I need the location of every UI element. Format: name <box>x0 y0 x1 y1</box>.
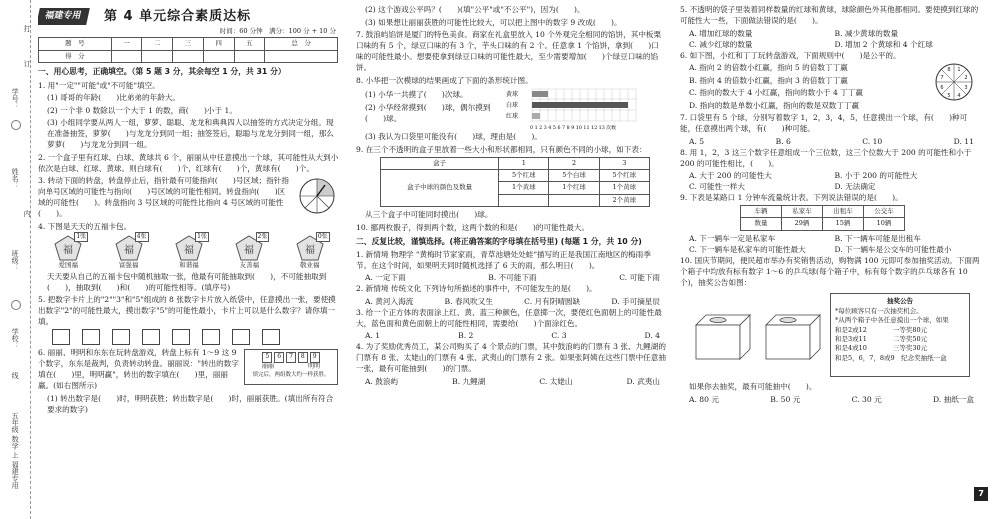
svg-text:2: 2 <box>964 74 968 81</box>
card-name: 和谐福 <box>179 260 199 269</box>
answer-box[interactable] <box>232 329 250 345</box>
binding-hole <box>11 300 21 310</box>
svg-text:福: 福 <box>63 244 74 256</box>
option[interactable]: A. 大于 200 的可能性大 <box>689 171 772 180</box>
choice-7: 7. 口袋里有 5 个球，分别写着数字 1，2，3，4，5，任意摸出一个球，有( )种可能，任意摸出两个球，有( )种可能。 <box>680 113 968 133</box>
option[interactable]: B. 九鲤湖 <box>452 376 486 386</box>
spinner-icon <box>298 177 336 215</box>
card-count: 1张 <box>74 232 88 243</box>
option[interactable]: B. 不可能下雨 <box>488 273 537 283</box>
option[interactable]: B. 50 元 <box>770 394 801 404</box>
option[interactable]: C. 30 元 <box>851 394 882 404</box>
answer-boxes <box>38 329 340 345</box>
score-header-cell: 五 <box>234 38 265 50</box>
table-header: 公交车 <box>864 206 905 218</box>
option[interactable]: D. 下一辆车是公交车的可能性最小 <box>834 244 952 254</box>
chart-label: 黄球 <box>506 91 519 98</box>
option[interactable]: B. 下一辆车可能是出租车 <box>834 233 921 243</box>
section-1-heading: 一、用心思考，正确填空。（第 5 题 3 分，其余每空 1 分，共 31 分） <box>38 67 286 77</box>
table-cell: 1个黄球 <box>499 182 549 194</box>
choice-7-options <box>680 136 980 147</box>
table-header: 3 <box>599 157 649 169</box>
question-9: 9. 在三个不透明的盒子里放着一些大小和形状都相同，只有颜色不同的小球，如下表： <box>356 144 647 154</box>
question-1b: (2) 一个非 0 数除以一个大于 1 的数，商( )小于 1。 <box>47 105 237 115</box>
answer-box[interactable] <box>172 329 190 345</box>
option[interactable]: C. 月有阴晴圆缺 <box>524 296 581 306</box>
binding-dash-2: 订 <box>23 60 32 67</box>
lottery-boxes-icon <box>692 307 832 363</box>
answer-box[interactable] <box>82 329 100 345</box>
table-header: 出租车 <box>823 206 864 218</box>
option[interactable]: A. 增加红球的数量 <box>689 28 753 38</box>
table-cell: 5个红球 <box>599 169 649 181</box>
score-input-cell[interactable] <box>111 50 142 62</box>
board-note: 填完后，两组数大约一样获胜。 <box>252 371 330 378</box>
binding-class: 班级： <box>11 250 20 271</box>
score-header-cell: 总 分 <box>265 38 338 50</box>
option[interactable]: D. 武夷山 <box>626 376 660 386</box>
number-cell: 7 <box>286 352 296 363</box>
option[interactable]: A. 鼓浪屿 <box>365 376 399 386</box>
score-label-cell: 得 分 <box>39 50 112 62</box>
binding-student-id: 学号： <box>11 88 20 109</box>
fortune-card <box>296 232 328 270</box>
option[interactable]: B. 减少黄球的数量 <box>834 28 899 38</box>
option[interactable]: D. 指向的数是单数小红赢，指向的数是双数丁丁赢 <box>689 100 860 110</box>
svg-text:福: 福 <box>123 244 134 256</box>
choice-3: 3. 给一个正方体的表面涂上红、黄、蓝三种颜色，任意掷一次，要使红色面朝上的可能性最大，蓝色面和黄色面朝上的可能性相同，需要给( )个面涂红色。 <box>356 307 662 328</box>
table-cell: 5个红球 <box>499 169 549 181</box>
option[interactable]: A. 指向 2 的倍数小红赢，指向 5 的倍数丁丁赢 <box>689 63 848 72</box>
number-cell: 9 <box>310 352 320 363</box>
exam-meta: 时间：60 分钟 满分：100 分 + 10 分 <box>219 27 336 35</box>
binding-name: 姓名： <box>11 168 20 189</box>
choice-1-options <box>356 272 666 283</box>
table-cell: 2个黄球 <box>599 194 649 206</box>
question-2: 2. 一个盒子里有红球、白球、黄球共 6 个，丽丽从中任意摸出一个球，其可能性从大到小依次是白球、红球、黄球。则白球有( )个，红球有( )个，黄球有( )个。 <box>38 152 339 173</box>
notice-title: 抽奖公告 <box>887 297 913 306</box>
table-cell: 29辆 <box>782 218 823 230</box>
choice-8: 8. 用 1，2，3 这三个数字任意组成一个三位数，这三个位数大于 200 的可能性和小于 200 的可能性相比，( )。 <box>680 147 972 168</box>
score-header-cell: 一 <box>111 38 142 50</box>
choice-8-options <box>680 181 980 192</box>
option[interactable]: A. 5 <box>689 136 705 146</box>
question-4: 4. 下图是天天的五福卡包。 <box>38 221 132 231</box>
left-column <box>38 0 340 519</box>
chart-label: 红球 <box>506 113 519 120</box>
option[interactable]: B. 6 <box>775 136 791 146</box>
option[interactable]: C. 3 <box>551 331 567 341</box>
option[interactable]: B. 小于 200 的可能性大 <box>834 171 918 180</box>
bar-red <box>532 113 540 119</box>
right-column <box>680 0 980 519</box>
question-5: 5. 把数字卡片上的"2""3"和"5"组成的 8 张数字卡片放入纸袋中，任意摸出一张，要使摸出数字"2"的可能性最大，摸出数字"5"的可能性最小，卡片上可以是什么数字？请你填一填。 <box>38 295 336 327</box>
score-table <box>38 37 338 63</box>
option[interactable]: C. 下一辆车是私家车的可能性最大 <box>689 244 806 254</box>
notice-line: 和是5，6，7，8或9 纪念奖抽纸一盒 <box>835 353 947 362</box>
score-input-cell[interactable] <box>142 50 173 62</box>
question-4-text: 天天要从自己的五福卡包中随机抽取一张，他最有可能抽取到( )，不可能抽取到( )，抽取到( )和( )的可能性相等。(填序号) <box>47 271 327 292</box>
svg-text:福: 福 <box>244 244 255 256</box>
table-cell <box>499 194 549 206</box>
card-name: 友善福 <box>239 260 260 269</box>
choice-4: 4. 为了奖励优秀员工，某公司购买了 4 个景点的门票，其中鼓浪屿的门票有 3 张、九鲤湖的门票有 8 张、太姥山的门票有 4 张、武夷山的门票有 2 张。如果张阿姨在这些门票中任意抽一张，最有可能抽到( )的门票。 <box>356 342 666 374</box>
option[interactable]: C. 指向的数大于 4 小红赢，指向的数小于 4 丁丁赢 <box>689 88 863 97</box>
option[interactable]: B. 指向 4 的倍数小红赢，指向 3 的倍数丁丁赢 <box>689 75 848 85</box>
option[interactable]: D. 4 <box>644 331 660 341</box>
option[interactable]: C. 10 <box>862 136 883 146</box>
notice-line: *从两个箱子中各任意摸出一个球，如果 <box>835 316 949 325</box>
binding-line: 线 <box>11 372 20 379</box>
question-1: 1. 用"一定""可能"或"不可能"填空。 <box>38 80 160 90</box>
table-cell: 1个红球 <box>549 182 599 194</box>
choice-9-options <box>680 233 980 244</box>
chart-label: 白球 <box>506 102 519 109</box>
bar-chart <box>506 87 666 131</box>
option[interactable]: C. 太姥山 <box>539 376 573 386</box>
notice-line: *每位顾客只有一次抽奖机会。 <box>835 306 923 315</box>
answer-box[interactable] <box>52 329 70 345</box>
svg-text:福: 福 <box>304 244 315 256</box>
choice-2-options <box>356 296 666 307</box>
score-input-cell[interactable] <box>265 50 338 62</box>
table-header: 车辆 <box>741 206 782 218</box>
fortune-card <box>175 232 207 270</box>
choice-10: 10. 国庆节期间，便民超市举办有奖销售活动，购物满 100 元即可参加抽奖活动。下面两个箱子中均放有标有数字 1～6 的乒乓球(每个箱子中，标有每个数字的乒乓球各有 10 个)，抽奖公告如图： <box>680 255 980 287</box>
svg-text:福: 福 <box>183 244 194 256</box>
fortune-card <box>115 232 147 270</box>
ball-table <box>380 157 650 208</box>
card-name: 富强福 <box>118 260 139 269</box>
option[interactable]: D. 手可摘星辰 <box>611 296 660 306</box>
table-cell <box>549 194 599 206</box>
question-9-text: 从三个盒子中可能同时摸出( )球。 <box>365 210 493 220</box>
table-header: 私家车 <box>782 206 823 218</box>
score-header-cell: 四 <box>203 38 234 50</box>
region-badge: 福建专用 <box>38 8 90 25</box>
page-title: 第 4 单元综合素质达标 <box>104 8 252 24</box>
notice-line: 和是3或11 二等奖50元 <box>835 335 928 344</box>
binding-hole <box>11 120 21 130</box>
option[interactable]: C. 减少红球的数量 <box>689 39 753 49</box>
notice-line: 和是4或10 三等奖30元 <box>835 344 928 353</box>
svg-text:3: 3 <box>964 84 968 91</box>
question-7: 7. 鼓浪屿馅饼是厦门的特色美食。商家在礼盒里放入 10 个外观完全相同的馅饼，其中板栗口味的有 5 个，绿豆口味的有 3 个，芋头口味的有 2 个。任意拿 1 个馅饼，拿到( )口味的可能性最小。想要使拿到绿豆口味的可能性最大，至少需要增加( )个绿豆口味的馅饼。 <box>356 30 662 72</box>
card-count: 2张 <box>256 232 270 243</box>
svg-text:4: 4 <box>957 92 961 99</box>
number-wheel-icon <box>934 62 974 102</box>
table-cell: 10辆 <box>864 218 905 230</box>
score-input-cell[interactable] <box>173 50 204 62</box>
table-header: 2 <box>549 157 599 169</box>
option[interactable]: D. 无法确定 <box>834 182 876 191</box>
bar-white <box>532 102 628 108</box>
score-input-cell[interactable] <box>234 50 265 62</box>
middle-column <box>356 0 666 519</box>
choice-5-options <box>680 28 980 39</box>
binding-subject: 五年级 数学 上 福建专用 <box>11 412 20 489</box>
fortune-card <box>235 232 268 270</box>
lottery-notice <box>830 293 970 377</box>
choice-1: 1. 新情境 物理学 "黄梅时节家家雨，青草池塘处处蛙"描写的正是我国江南地区的梅雨季节。在这个时间，如果明天同时随机选择了 6 天的雨，那么明日( )。 <box>356 249 651 270</box>
binding-dash-3: 内 <box>23 210 32 217</box>
option[interactable]: D. 抽纸一盒 <box>932 394 974 404</box>
score-input-cell[interactable] <box>203 50 234 62</box>
option[interactable]: C. 可能下雨 <box>619 273 660 283</box>
card-name: 爱国福 <box>58 260 78 269</box>
choice-10-options <box>680 394 980 405</box>
question-1c: (3) 小组同学要从两人一组，萝萝、聪聪、龙龙和典典四人以抽签的方式决定分组。现在准备抽签，萝萝( )与龙龙分到同一组；抽签签后，聪聪与龙龙分到同一组，那么萝萝( )与龙龙分到同一组。 <box>47 118 334 150</box>
table-cell: 15辆 <box>823 218 864 230</box>
svg-text:8: 8 <box>947 66 951 73</box>
question-6a: (1) 转出数字是( )时，明明获胜；转出数字是( )时，丽丽获胜。(填出所有符合要求的数字) <box>47 393 334 414</box>
option[interactable]: D. 增加 2 个黄球和 4 个红球 <box>834 39 933 49</box>
option[interactable]: A. 80 元 <box>689 394 719 404</box>
score-header-cell: 三 <box>173 38 204 50</box>
question-6b: (2) 这个游戏公平吗？( )(填"公平"或"不公平")，因为( )。 <box>365 5 585 14</box>
table-header: 盒子 <box>381 157 499 169</box>
number-cell: 8 <box>298 352 308 363</box>
fortune-cards <box>38 232 340 270</box>
choice-2: 2. 新情境 传统文化 下列诗句所描述的事件中，不可能发生的是( )。 <box>356 284 597 294</box>
question-1a: (1) 哥哥的年龄( )比弟弟的年龄大。 <box>47 93 181 103</box>
score-header-cell: 题 号 <box>39 38 112 50</box>
choice-3-options <box>356 330 666 341</box>
table-row-label: 盒子中球的颜色及数量 <box>381 169 499 206</box>
svg-text:7: 7 <box>940 74 944 81</box>
question-8c: (3) 我认为口袋里可能没有( )球，理由是( )。 <box>365 132 542 141</box>
answer-box[interactable] <box>142 329 160 345</box>
choice-9-options <box>680 244 980 255</box>
option[interactable]: A. 一定下雨 <box>365 273 406 283</box>
option[interactable]: C. 可能性一样大 <box>689 182 745 191</box>
svg-text:6: 6 <box>940 84 944 91</box>
player-label: 明明 <box>307 363 320 371</box>
option[interactable]: A. 黄河入海流 <box>365 296 414 306</box>
option[interactable]: A. 下一辆车一定是私家车 <box>689 233 776 243</box>
score-header-cell: 二 <box>142 38 173 50</box>
number-cell: 5 <box>262 352 272 363</box>
question-8b: (2) 小华经常摸到( )球，偶尔摸到( )球。 <box>365 102 491 123</box>
answer-box[interactable] <box>112 329 130 345</box>
choice-8-options <box>680 170 980 181</box>
question-3: 3. 转动下面的转盘，转盘停止后，指针最有可能指向( )号区域；指针指向单号区域的可能性与指向( )号区域的可能性相同。转盘指向( )区域的可能性( )。转盘指向 3 号区域的可能性比指向 4 号区域的可能性( )。 <box>38 176 289 219</box>
choice-5: 5. 不透明的袋子里装着同样数量的红球和黄球，球除颜色外其他都相同。要使摸到红球的可能性大一些，下面做法错误的是( )。 <box>680 5 979 25</box>
card-count: 0张 <box>316 232 330 243</box>
question-6c: (3) 如果想让丽丽获胜的可能性比较大，可以把上图中的数字 9 改成( )。 <box>365 17 622 27</box>
binding-dash-1: 打 <box>23 25 32 32</box>
card-count: 4张 <box>135 232 149 243</box>
answer-box[interactable] <box>202 329 220 345</box>
table-cell: 5个白球 <box>549 169 599 181</box>
option[interactable]: A. 1 <box>365 331 381 341</box>
page-number: 7 <box>974 487 988 501</box>
header-banner <box>38 8 340 26</box>
bar-yellow <box>532 91 548 97</box>
fortune-card <box>54 232 87 270</box>
answer-box[interactable] <box>262 329 280 345</box>
game-board <box>244 349 338 385</box>
card-name: 敬业福 <box>300 260 320 269</box>
player-label: 丽丽 <box>261 363 274 371</box>
choice-4-options <box>356 376 666 387</box>
option[interactable]: B. 2 <box>458 331 474 341</box>
question-8a: (1) 小华一共摸了( )次球。 <box>365 90 468 99</box>
section-2-heading: 二、反复比较，谨慎选择。(将正确答案的字母填在括号里) (每题 1 分，共 10 分) <box>356 236 642 246</box>
question-10: 10. 挪两枚骰子，得到两个数，这两个数的和是( )的可能性最大。 <box>356 222 590 232</box>
table-cell: 1个黄球 <box>599 182 649 194</box>
number-cell: 6 <box>274 352 284 363</box>
choice-6: 6. 如下图，小红和丁丁玩转盘游戏，下面规则中( )是公平的。 <box>680 50 901 60</box>
notice-line: 和是2或12 一等奖80元 <box>835 325 928 334</box>
lottery-illustration <box>680 289 980 381</box>
option[interactable]: B. 春风吹又生 <box>444 296 493 306</box>
binding-school: 学校： <box>11 328 20 349</box>
svg-text:5: 5 <box>947 92 951 99</box>
question-6: 6. 丽丽、明明和东东在玩转盘游戏，转盘上标有 1～9 这 9 个数字，东东是裁判，负责转动转盘。丽丽说："转出的数字填在( )里，明明赢"，转出的数字填在( )里，丽丽赢。(如右图所示) <box>38 348 239 391</box>
choice-5-options <box>680 39 980 50</box>
traffic-table <box>740 205 905 231</box>
choice-9: 9. 下表是某路口 1 分钟车流量统计表。下列说法错误的是( )。 <box>680 193 903 202</box>
table-header: 1 <box>499 157 549 169</box>
card-count: 1张 <box>195 232 209 243</box>
question-8: 8. 小华把一次模球的结果画成了下面的条形统计图。 <box>356 75 533 85</box>
binding-margin <box>0 0 31 519</box>
svg-text:1: 1 <box>957 66 961 73</box>
option[interactable]: D. 11 <box>953 136 974 146</box>
table-cell: 数量 <box>741 218 782 230</box>
choice-10-question: 如果你去抽奖，最有可能抽中( )。 <box>689 382 817 392</box>
chart-ticks: 0 1 2 3 4 5 6 7 8 9 10 11 12 13 次数 <box>530 126 616 131</box>
